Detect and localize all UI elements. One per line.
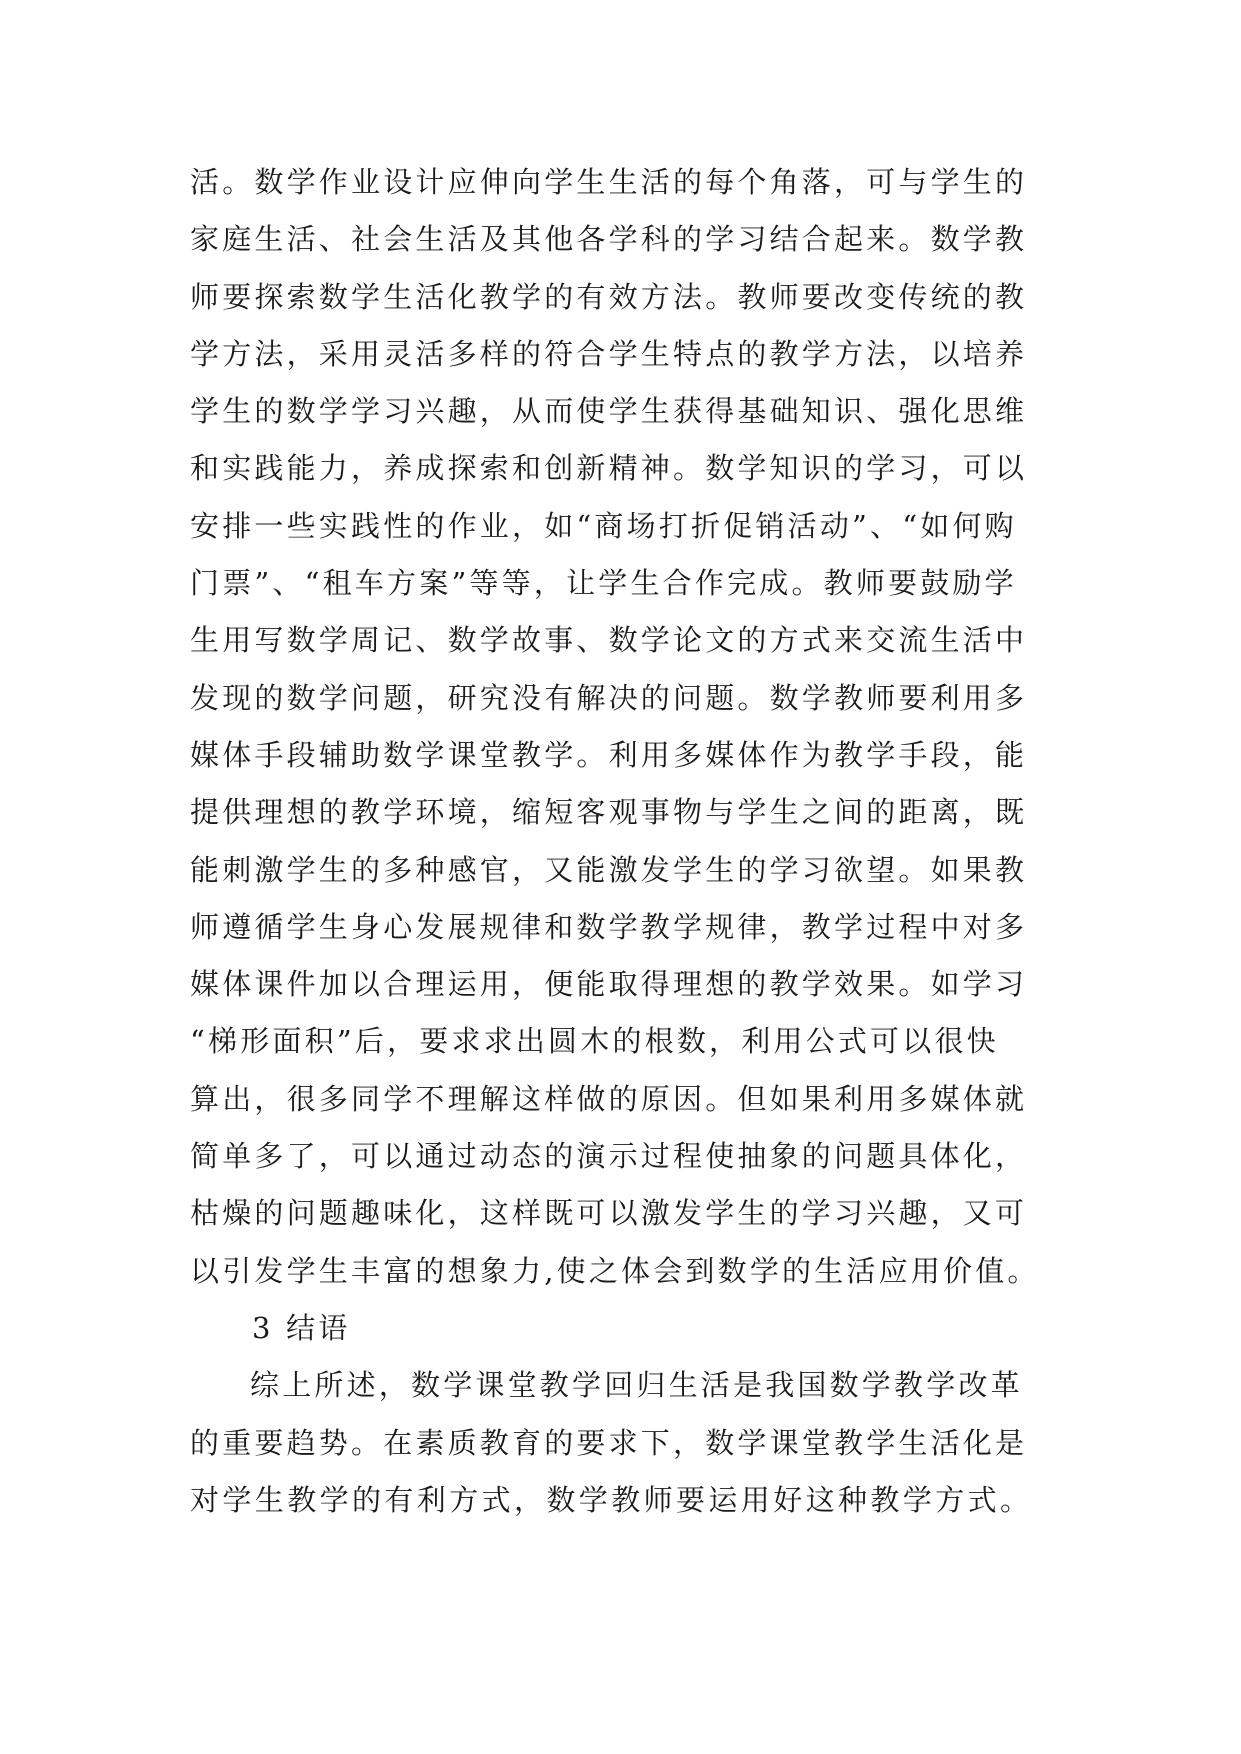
conclusion-line: 的重要趋势。在素质教育的要求下，数学课堂教学生活化是 <box>190 1425 1028 1460</box>
body-line: 安排一些实践性的作业，如“商场打折促销活动”、“如何购 <box>190 508 1017 543</box>
body-line: 以引发学生丰富的想象力,使之体会到数学的生活应用价值。 <box>190 1253 1040 1288</box>
body-line: 学方法，采用灵活多样的符合学生特点的教学方法，以培养 <box>190 336 1028 371</box>
body-paragraph <box>190 154 1070 1300</box>
body-line: 学生的数学学习兴趣，从而使学生获得基础知识、强化思维 <box>190 394 1028 429</box>
body-line: 发现的数学问题，研究没有解决的问题。数学教师要利用多 <box>190 680 1028 715</box>
body-line: 家庭生活、社会生活及其他各学科的学习结合起来。数学教 <box>190 222 1028 257</box>
body-line: 枯燥的问题趣味化，这样既可以激发学生的学习兴趣，又可 <box>190 1196 1028 1231</box>
document-text-block <box>190 154 1070 1529</box>
body-line: 门票”、“租车方案”等等，让学生合作完成。教师要鼓励学 <box>190 566 1017 601</box>
body-line: 能刺激学生的多种感官，又能激发学生的学习欲望。如果教 <box>190 852 1028 887</box>
conclusion-paragraph <box>190 1357 1070 1529</box>
section-heading: 3 结语 <box>252 1310 351 1345</box>
body-line: 简单多了，可以通过动态的演示过程使抽象的问题具体化， <box>190 1139 1028 1174</box>
body-line: 算出，很多同学不理解这样做的原因。但如果利用多媒体就 <box>190 1081 1028 1116</box>
body-line: 师遵循学生身心发展规律和数学教学规律，教学过程中对多 <box>190 909 1028 944</box>
conclusion-line: 对学生教学的有利方式，数学教师要运用好这种教学方式。 <box>190 1482 1033 1517</box>
body-line: 活。数学作业设计应伸向学生生活的每个角落，可与学生的 <box>190 165 1028 199</box>
body-line: 和实践能力，养成探索和创新精神。数学知识的学习，可以 <box>190 451 1028 486</box>
body-line: 媒体课件加以合理运用，便能取得理想的教学效果。如学习 <box>190 967 1028 1002</box>
body-line: 媒体手段辅助数学课堂教学。利用多媒体作为教学手段，能 <box>190 737 1028 772</box>
body-line: 生用写数学周记、数学故事、数学论文的方式来交流生活中 <box>190 623 1028 658</box>
conclusion-line: 综上所述，数学课堂教学回归生活是我国数学教学改革 <box>250 1368 1023 1403</box>
body-line: 提供理想的教学环境，缩短客观事物与学生之间的距离，既 <box>190 795 1028 830</box>
body-line: 师要探索数学生活化教学的有效方法。教师要改变传统的教 <box>190 279 1028 314</box>
body-line: “梯形面积”后，要求求出圆木的根数，利用公式可以很快 <box>190 1024 999 1059</box>
